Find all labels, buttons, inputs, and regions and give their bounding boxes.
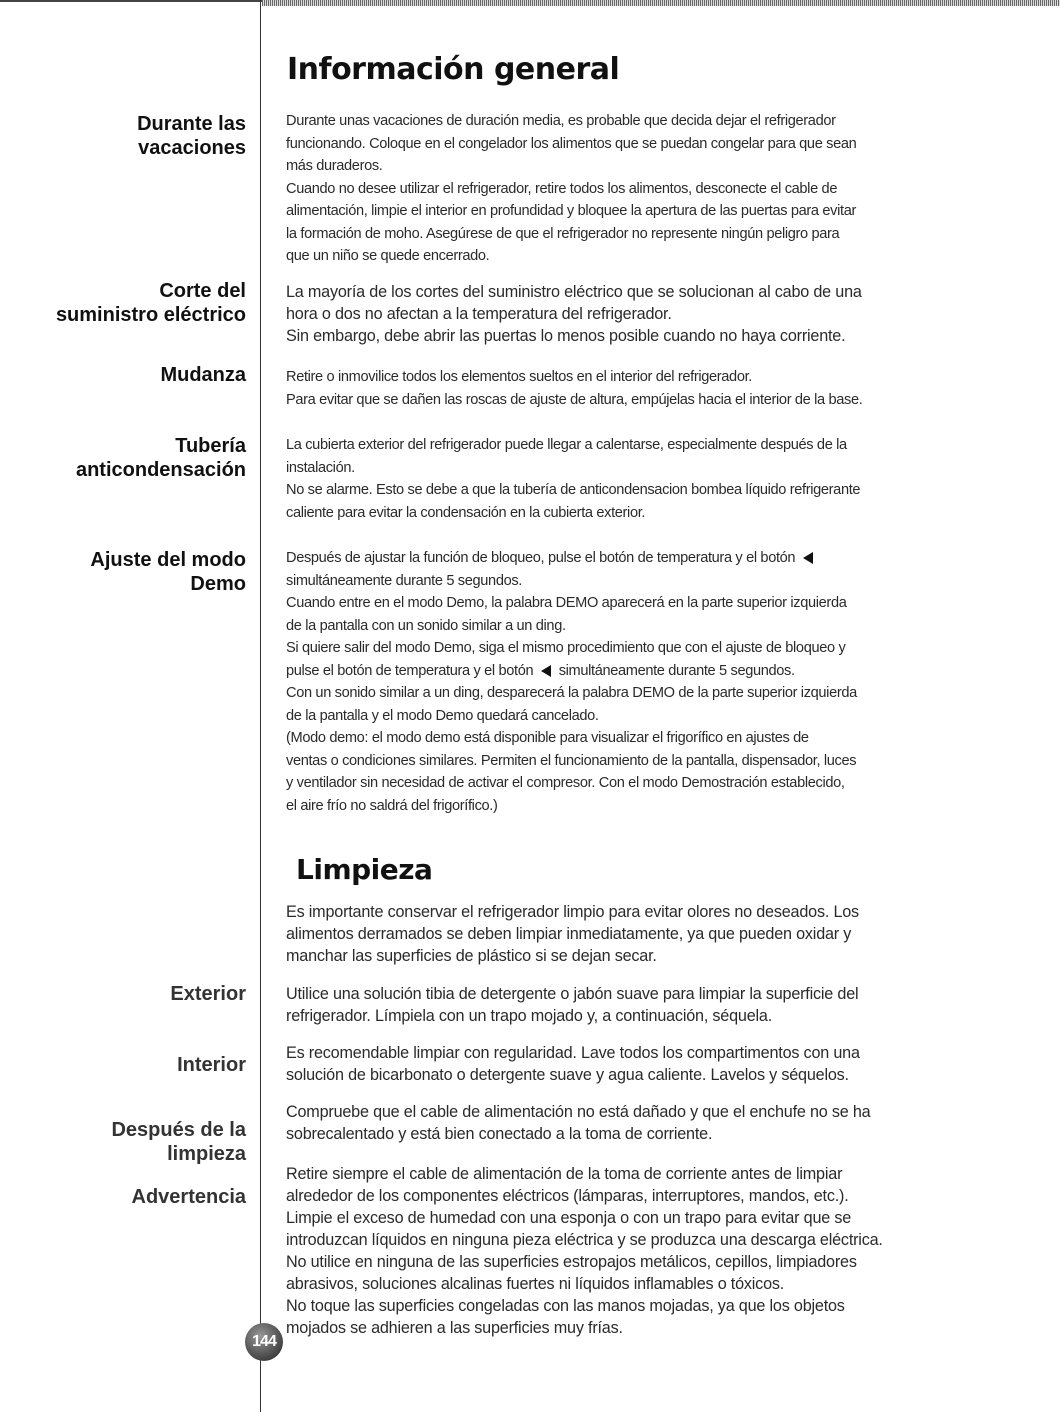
text-line: Utilice una solución tibia de detergente o jabón suave para limpiar la superficie del: [286, 985, 859, 1003]
paragraph-limpieza-intro: [286, 901, 986, 967]
text-line: simultáneamente durante 5 segundos.: [286, 572, 523, 589]
left-arrow-icon: [803, 552, 813, 564]
label-line: limpieza: [167, 1143, 246, 1165]
text-line: Retire o inmovilice todos los elementos sueltos en el interior del refrigerador.: [286, 369, 753, 385]
paragraph-tuberia: [286, 434, 986, 524]
text-line: refrigerador. Límpiela con un trapo mojado y, a continuación, séquela.: [286, 1007, 773, 1025]
label-exterior: [6, 982, 246, 1006]
label-line: suministro eléctrico: [55, 304, 246, 326]
top-rule-left: [0, 0, 262, 2]
text-line: alrededor de los componentes eléctricos (lámparas, interruptores, mandos, etc.).: [286, 1187, 849, 1205]
label-line: Mudanza: [160, 364, 246, 386]
text-line: No toque las superficies congeladas con las manos mojadas, ya que los objetos: [286, 1297, 845, 1315]
label-line: Interior: [177, 1054, 246, 1076]
text-line: Compruebe que el cable de alimentación no está dañado y que el enchufe no se ha: [286, 1103, 871, 1121]
label-line: Después de la: [111, 1119, 246, 1141]
label-advertencia: [6, 1185, 246, 1209]
paragraph-advertencia: [286, 1163, 986, 1339]
text-line: caliente para evitar la condensación en la cubierta exterior.: [286, 504, 646, 521]
text-line: la formación de moho. Asegúrese de que el refrigerador no represente ningún peligro para: [286, 225, 840, 242]
text-line: y ventilador sin necesidad de activar el compresor. Con el modo Demostración establecido,: [286, 775, 845, 791]
label-line: Ajuste del modo: [90, 549, 246, 571]
text-line: sobrecalentado y está bien conectado a la toma de corriente.: [286, 1125, 713, 1143]
text-line: abrasivos, soluciones alcalinas fuertes ni líquidos inflamables o tóxicos.: [286, 1275, 785, 1293]
paragraph-vacaciones: [286, 110, 986, 268]
text-line: Limpie el exceso de humedad con una esponja o con un trapo para evitar que se: [286, 1209, 852, 1227]
text-segment: pulse el botón de temperatura y el botón: [286, 662, 534, 679]
text-line: el aire frío no saldrá del frigorífico.): [286, 797, 498, 814]
text-line: Durante unas vacaciones de duración media, es probable que decida dejar el refrigerador: [286, 113, 836, 129]
label-line: Advertencia: [131, 1186, 246, 1208]
label-mudanza: [6, 363, 246, 387]
label-line: Corte del: [159, 280, 246, 302]
column-divider: [260, 0, 261, 1412]
label-vacaciones: [6, 112, 246, 160]
label-tuberia: [6, 434, 246, 482]
label-interior: [6, 1053, 246, 1077]
text-line: Retire siempre el cable de alimentación de la toma de corriente antes de limpiar: [286, 1165, 843, 1183]
label-line: anticondensación: [75, 459, 246, 481]
paragraph-interior: [286, 1042, 986, 1086]
label-line: Demo: [190, 573, 246, 595]
text-line: Cuando entre en el modo Demo, la palabra DEMO aparecerá en la parte superior izquierda: [286, 595, 847, 611]
paragraph-despues-limpieza: [286, 1101, 986, 1145]
label-line: Exterior: [170, 983, 246, 1005]
text-line: hora o dos no afectan a la temperatura del refrigerador.: [286, 305, 672, 323]
text-line: introduzcan líquidos en ninguna pieza eléctrica y se produzca una descarga eléctrica.: [286, 1231, 883, 1249]
text-line: Si quiere salir del modo Demo, siga el mismo procedimiento que con el ajuste de bloqueo y: [286, 640, 846, 656]
text-line: No se alarme. Esto se debe a que la tubería de anticondensacion bombea líquido refrigerante: [286, 482, 861, 498]
text-line: Sin embargo, debe abrir las puertas lo menos posible cuando no haya corriente.: [286, 327, 846, 345]
label-line: vacaciones: [138, 137, 246, 159]
paragraph-mudanza: [286, 366, 986, 411]
left-arrow-icon: [541, 665, 551, 677]
label-modo-demo: [6, 548, 246, 596]
label-line: Tubería: [175, 435, 246, 457]
top-rule: [0, 0, 1060, 6]
text-line: Con un sonido similar a un ding, desparecerá la palabra DEMO de la parte superior izquierda: [286, 685, 857, 701]
label-despues-limpieza: [6, 1118, 246, 1166]
text-line: Es importante conservar el refrigerador limpio para evitar olores no deseados. Los: [286, 903, 859, 921]
text-line: Es recomendable limpiar con regularidad. Lave todos los compartimentos con una: [286, 1044, 860, 1062]
paragraph-modo-demo: [286, 547, 986, 817]
section-title-limpieza: Limpieza: [296, 853, 433, 886]
paragraph-exterior: [286, 983, 986, 1027]
text-line: de la pantalla con un sonido similar a un ding.: [286, 617, 566, 634]
text-line: mojados se adhieren a las superficies muy frías.: [286, 1319, 623, 1337]
text-line: alimentación, limpie el interior en profundidad y bloquee la apertura de las puertas para evitar: [286, 203, 856, 219]
text-line: [286, 547, 986, 570]
text-line: alimentos derramados se deben limpiar inmediatamente, ya que pueden oxidar y: [286, 925, 852, 943]
text-line: manchar las superficies de plástico si se dejan secar.: [286, 947, 657, 965]
text-line: solución de bicarbonato o detergente suave y agua caliente. Lavelos y séquelos.: [286, 1066, 849, 1084]
text-line: La mayoría de los cortes del suministro eléctrico que se solucionan al cabo de una: [286, 283, 862, 301]
top-rule-pattern: [262, 0, 1060, 6]
section-title-general: Información general: [287, 52, 620, 87]
text-line: de la pantalla y el modo Demo quedará cancelado.: [286, 707, 599, 724]
text-segment: simultáneamente durante 5 segundos.: [558, 662, 795, 679]
text-line: funcionando. Coloque en el congelador los alimentos que se puedan congelar para que sean: [286, 135, 857, 152]
label-corte-suministro: [6, 279, 246, 327]
text-line: (Modo demo: el modo demo está disponible para visualizar el frigorífico en ajustes de: [286, 730, 809, 746]
text-line: ventas o condiciones similares. Permiten el funcionamiento de la pantalla, dispensador, luces: [286, 752, 857, 769]
text-line: instalación.: [286, 459, 355, 476]
text-segment: Después de ajustar la función de bloqueo, pulse el botón de temperatura y el botón: [286, 550, 796, 566]
text-line: Cuando no desee utilizar el refrigerador, retire todos los alimentos, desconecte el cable de: [286, 180, 838, 197]
paragraph-corte-suministro: [286, 281, 986, 347]
text-line: más duraderos.: [286, 158, 383, 174]
page-number-badge: 144: [245, 1323, 283, 1361]
text-line: No utilice en ninguna de las superficies estropajos metálicos, cepillos, limpiadores: [286, 1253, 857, 1271]
text-line: [286, 660, 986, 683]
label-line: Durante las: [137, 113, 246, 135]
text-line: La cubierta exterior del refrigerador puede llegar a calentarse, especialmente después de la: [286, 437, 847, 453]
text-line: Para evitar que se dañen las roscas de ajuste de altura, empújelas hacia el interior de la base.: [286, 391, 863, 408]
text-line: que un niño se quede encerrado.: [286, 248, 490, 264]
